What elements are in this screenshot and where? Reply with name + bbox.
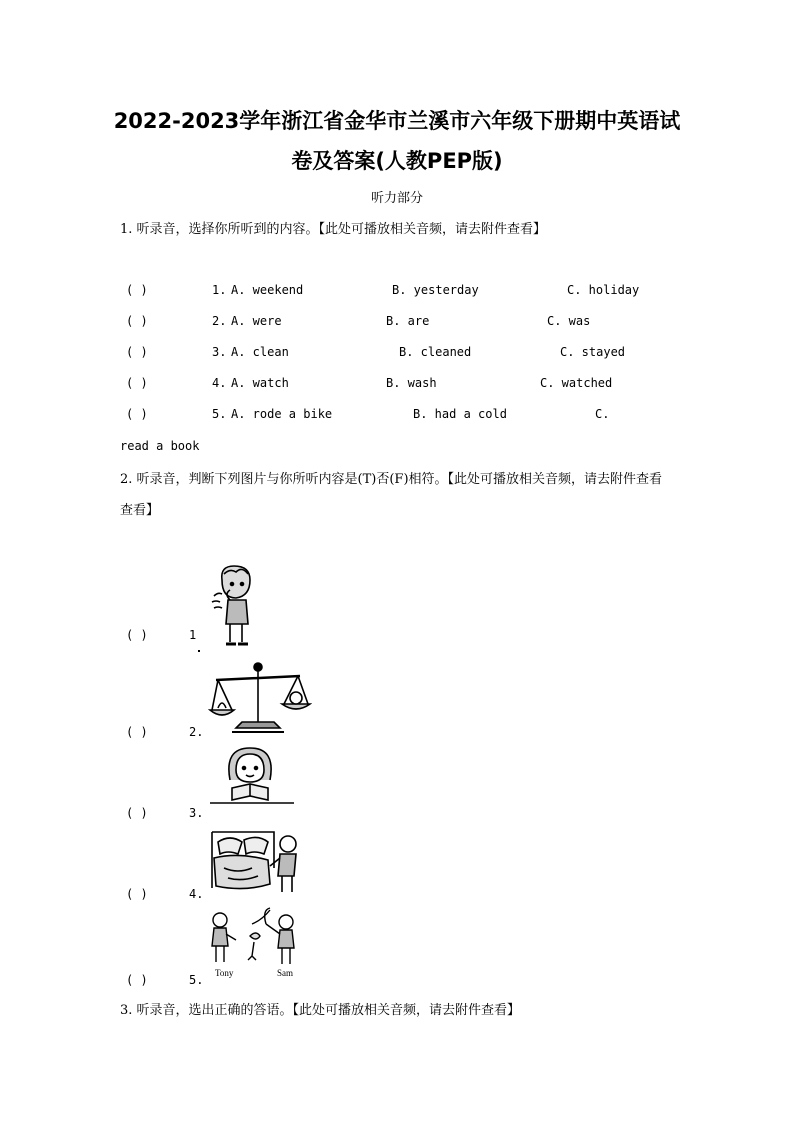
option-a: A. weekend <box>231 283 304 297</box>
boy-making-bed-picture <box>208 828 304 898</box>
option-c: C. watched <box>540 376 613 390</box>
option-b: B. are <box>386 314 430 328</box>
section-title: 听力部分 <box>370 191 423 206</box>
tony-and-sam-picture <box>204 906 304 968</box>
answer-blank[interactable]: ( ) <box>126 407 148 421</box>
item-number: 4. <box>212 376 227 390</box>
option-b: B. wash <box>386 376 437 390</box>
answer-blank[interactable]: ( ) <box>126 628 148 642</box>
q3-prompt: 3. 听录音，选出正确的答语。【此处可播放相关音频，请去附件查看】 <box>120 1003 521 1018</box>
girl-reading-picture <box>210 744 294 806</box>
answer-blank[interactable]: ( ) <box>126 345 148 359</box>
option-b: B. cleaned <box>399 345 472 359</box>
option-b: B. had a cold <box>413 407 507 421</box>
option-c: C. stayed <box>560 345 626 359</box>
dot-mark <box>198 650 200 652</box>
item-number: 5. <box>212 407 227 421</box>
answer-blank[interactable]: ( ) <box>126 283 148 297</box>
q2-prompt-line-2: 查看】 <box>120 503 160 518</box>
item-number: 5. <box>189 973 204 987</box>
balance-scale-picture <box>208 660 312 736</box>
option-c: C. <box>595 407 610 421</box>
item-number: 2. <box>189 725 204 739</box>
option-a: A. watch <box>231 376 289 390</box>
answer-blank[interactable]: ( ) <box>126 376 148 390</box>
document-title-line-2: 卷及答案(人教PEP版) <box>291 149 503 173</box>
item-number: 3. <box>189 806 204 820</box>
option-c-wrapped: read a book <box>120 439 200 453</box>
sam-label: Sam <box>277 968 294 978</box>
q1-prompt: 1. 听录音，选择你所听到的内容。【此处可播放相关音频，请去附件查看】 <box>120 222 547 237</box>
item-number: 2. <box>212 314 227 328</box>
option-a: A. rode a bike <box>231 407 333 421</box>
option-c: C. was <box>547 314 591 328</box>
item-number: 1. <box>212 283 227 297</box>
tony-label: Tony <box>215 968 234 978</box>
answer-blank[interactable]: ( ) <box>126 806 148 820</box>
answer-blank[interactable]: ( ) <box>126 314 148 328</box>
option-a: A. clean <box>231 345 289 359</box>
item-number: 3. <box>212 345 227 359</box>
boy-sneezing-picture <box>200 562 262 652</box>
q2-prompt-line-1: 2. 听录音，判断下列图片与你所听内容是(T)否(F)相符。【此处可播放相关音频，请去附件查看 <box>120 472 663 487</box>
item-number: 4. <box>189 887 204 901</box>
item-number: 1 <box>189 628 197 642</box>
document-title-line-1: 2022-2023学年浙江省金华市兰溪市六年级下册期中英语试 <box>113 109 681 133</box>
option-c: C. holiday <box>567 283 640 297</box>
option-a: A. were <box>231 314 282 328</box>
option-b: B. yesterday <box>392 283 479 297</box>
answer-blank[interactable]: ( ) <box>126 725 148 739</box>
answer-blank[interactable]: ( ) <box>126 887 148 901</box>
answer-blank[interactable]: ( ) <box>126 973 148 987</box>
